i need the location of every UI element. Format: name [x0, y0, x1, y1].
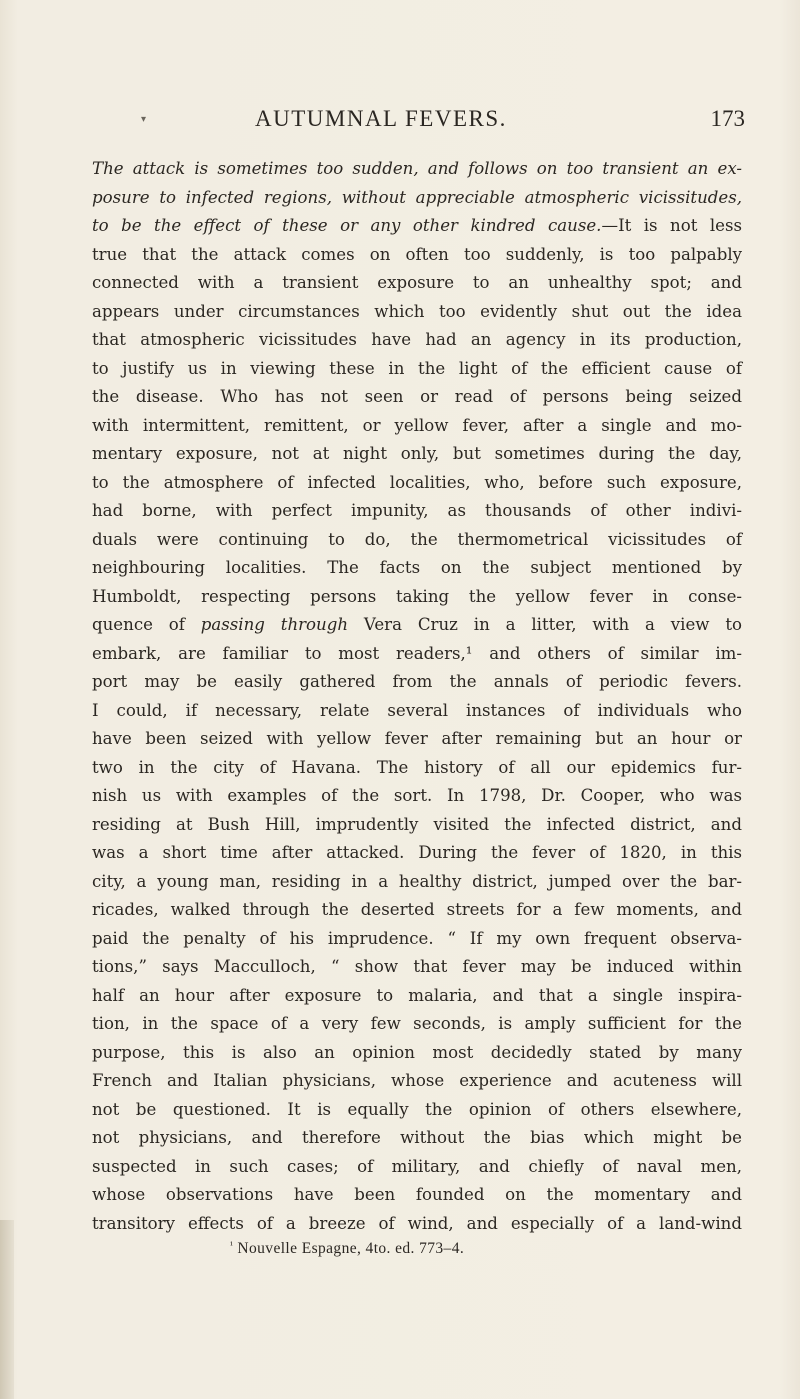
text-line: true that the attack comes on often too suddenly, is too palpably: [92, 244, 742, 264]
text-line: appears under circumstances which too evidently shut out the idea: [92, 301, 742, 321]
italic-phrase: passing through: [200, 615, 349, 634]
text-line: not physicians, and therefore without the bias which might be: [92, 1128, 742, 1147]
footnote-marker: ¹: [230, 1240, 234, 1251]
text-line: was a short time after attacked. During the fever of 1820, in this: [92, 843, 742, 862]
text-phrase: —It is not less: [601, 216, 743, 235]
text-line: duals were continuing to do, the thermometrical vicissitudes of: [92, 529, 742, 549]
text-line: nish us with examples of the sort. In 1798, Dr. Cooper, who was: [92, 786, 742, 805]
text-line: have been seized with yellow fever after remaining but an hour or: [92, 729, 742, 748]
italic-phrase: to be the effect of these or any other kindred cause.: [92, 216, 602, 235]
text-line: paid the penalty of his imprudence. “ If my own frequent observa-: [92, 928, 742, 948]
text-line: not be questioned. It is equally the opinion of others elsewhere,: [92, 1099, 742, 1119]
running-title: AUTUMNAL FEVERS.: [255, 106, 507, 131]
text-line: port may be easily gathered from the annals of periodic fevers.: [92, 672, 742, 691]
text-line: neighbouring localities. The facts on the subject mentioned by: [92, 558, 742, 577]
text-line: the disease. Who has not seen or read of persons being seized: [92, 387, 742, 406]
text-line: residing at Bush Hill, imprudently visited the infected district, and: [92, 814, 742, 834]
text-line: city, a young man, residing in a healthy district, jumped over the bar-: [92, 871, 742, 891]
text-line: two in the city of Havana. The history of all our epidemics fur-: [92, 757, 742, 777]
text-phrase: quence of: [92, 615, 201, 634]
text-line: half an hour after exposure to malaria, and that a single inspira-: [92, 985, 742, 1005]
text-line: whose observations have been founded on the momentary and: [92, 1185, 742, 1204]
page-edge-shadow: [0, 1220, 14, 1399]
page-number: 173: [710, 106, 745, 131]
text-line: tions,” says Macculloch, “ show that fever may be induced within: [92, 957, 742, 976]
footnote-text: Nouvelle Espagne, 4to. ed. 773–4.: [237, 1240, 465, 1257]
text-line: ricades, walked through the deserted streets for a few moments, and: [92, 900, 742, 919]
text-line: purpose, this is also an opinion most decidedly stated by many: [92, 1042, 742, 1062]
body-text: [92, 155, 742, 1238]
text-line: French and Italian physicians, whose experience and acuteness will: [92, 1071, 742, 1090]
text-line: mentary exposure, not at night only, but sometimes during the day,: [92, 444, 742, 463]
running-header: [141, 106, 745, 136]
text-line: embark, are familiar to most readers,¹ and others of similar im-: [92, 643, 742, 663]
text-line: tion, in the space of a very few seconds, is amply sufficient for the: [92, 1014, 742, 1033]
text-line: posure to infected regions, without appreciable atmospheric vicissitudes,: [92, 187, 742, 207]
text-line: [92, 212, 742, 241]
text-line: transitory effects of a breeze of wind, and especially of a land-wind: [92, 1213, 742, 1233]
text-line: The attack is sometimes too sudden, and follows on too transient an ex-: [92, 159, 742, 178]
text-line: to justify us in viewing these in the light of the efficient cause of: [92, 358, 742, 378]
text-line: connected with a transient exposure to an unhealthy spot; and: [92, 273, 742, 292]
text-line: with intermittent, remittent, or yellow fever, after a single and mo-: [92, 415, 742, 435]
text-line: suspected in such cases; of military, and chiefly of naval men,: [92, 1156, 742, 1176]
text-line: had borne, with perfect impunity, as thousands of other indivi-: [92, 501, 742, 520]
text-line: Humboldt, respecting persons taking the yellow fever in conse-: [92, 586, 742, 606]
text-line: to the atmosphere of infected localities, who, before such exposure,: [92, 472, 742, 492]
bullet-mark: ▾: [141, 114, 147, 125]
text-phrase: Vera Cruz in a litter, with a view to: [348, 615, 742, 634]
text-line: [92, 611, 742, 640]
text-line: I could, if necessary, relate several instances of individuals who: [92, 700, 742, 720]
footnote: [230, 1240, 464, 1258]
text-line: that atmospheric vicissitudes have had an agency in its production,: [92, 330, 742, 349]
